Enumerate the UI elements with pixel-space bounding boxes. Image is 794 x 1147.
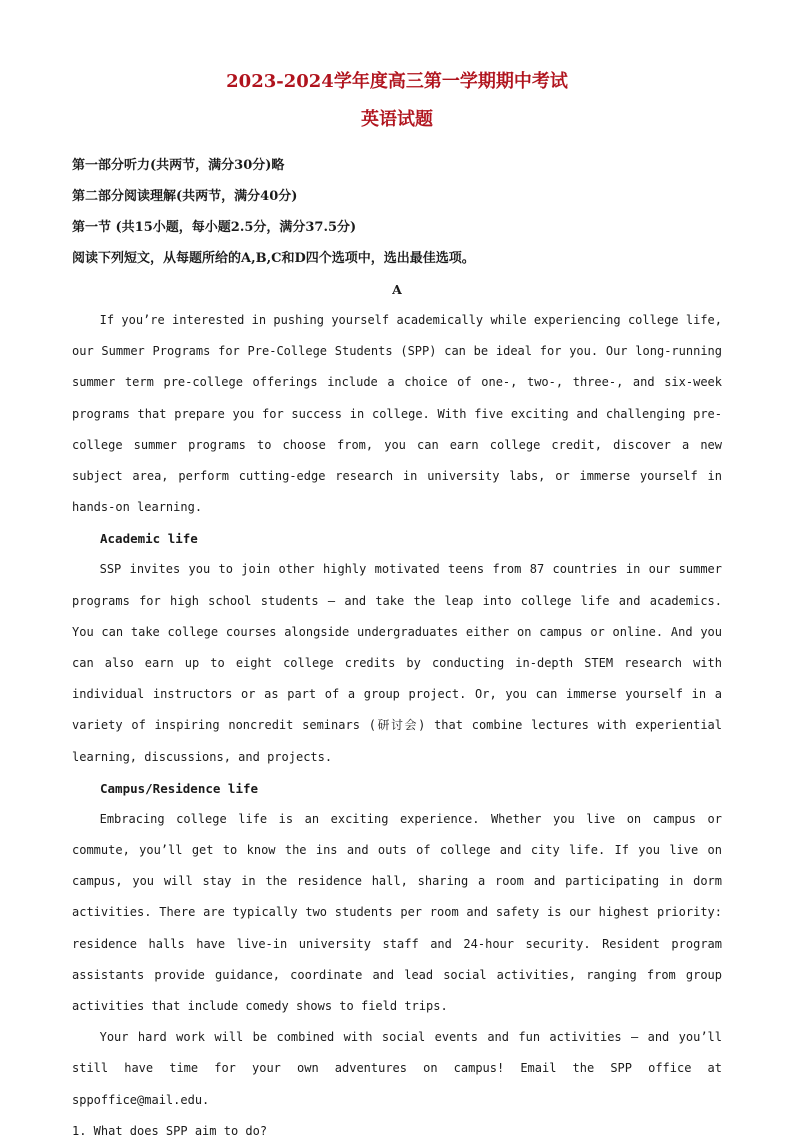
section-one-heading: 第一节 (共15小题，每小题2.5分，满分37.5分) xyxy=(72,220,357,235)
reading-instructions: 阅读下列短文，从每题所给的A,B,C和D四个选项中，选出最佳选项。 xyxy=(72,251,475,266)
exam-page xyxy=(72,66,722,1147)
exam-title: 2023-2024学年度高三第一学期期中考试 xyxy=(226,71,568,92)
exam-subtitle: 英语试题 xyxy=(361,109,433,130)
closing-paragraph: Your hard work will be combined with social events and fun activities — and you’ll still have time for your own adventures on campus! Email the SPP office at sppoffice@mail.edu. xyxy=(72,1030,722,1107)
campus-life-heading: Campus/Residence life xyxy=(100,780,259,796)
campus-life-paragraph: Embracing college life is an exciting experience. Whether you live on campus or commute, you’ll get to know the ins and outs of college and city life. If you live on campus, you will stay in the residence hall, sharing a room and participating in dorm activities. There are typically two students per room and safety is our highest priority: residence halls have live-in university staff and 24-hour security. Resident program assistants provide guidance, coordinate and lead social activities, ranging from group activities that include comedy shows to field trips. xyxy=(72,811,722,1014)
part-two-heading: 第二部分阅读理解(共两节，满分40分) xyxy=(72,189,298,204)
academic-life-heading: Academic life xyxy=(100,531,198,547)
academic-life-paragraph: SSP invites you to join other highly motivated teens from 87 countries in our summer programs for high school students — and take the leap into college life and academics. You can take college courses alongside undergraduates either on campus or online. And you can also earn up to eight college credits by conducting in-depth STEM research with individual instructors or as part of a group project. Or, you can immerse yourself in a variety of inspiring noncredit seminars (研讨会) that combine lectures with experiential learning, discussions, and projects. xyxy=(72,562,722,764)
passage-letter: A xyxy=(392,282,402,297)
part-one-note: 第一部分听力(共两节，满分30分)略 xyxy=(72,158,285,173)
question-1: 1. What does SPP aim to do? xyxy=(72,1123,268,1138)
passage-intro-paragraph: If you’re interested in pushing yourself academically while experiencing college life, our Summer Programs for Pre-College Students (SPP) can be ideal for you. Our long-running summer term pre-college offerings include a choice of one-, two-, three-, and six-week programs that prepare you for success in college. With five exciting and challenging pre-college summer programs to choose from, you can earn college credit, discover a new subject area, perform cutting-edge research in university labs, or immerse yourself in hands-on learning. xyxy=(72,313,722,515)
